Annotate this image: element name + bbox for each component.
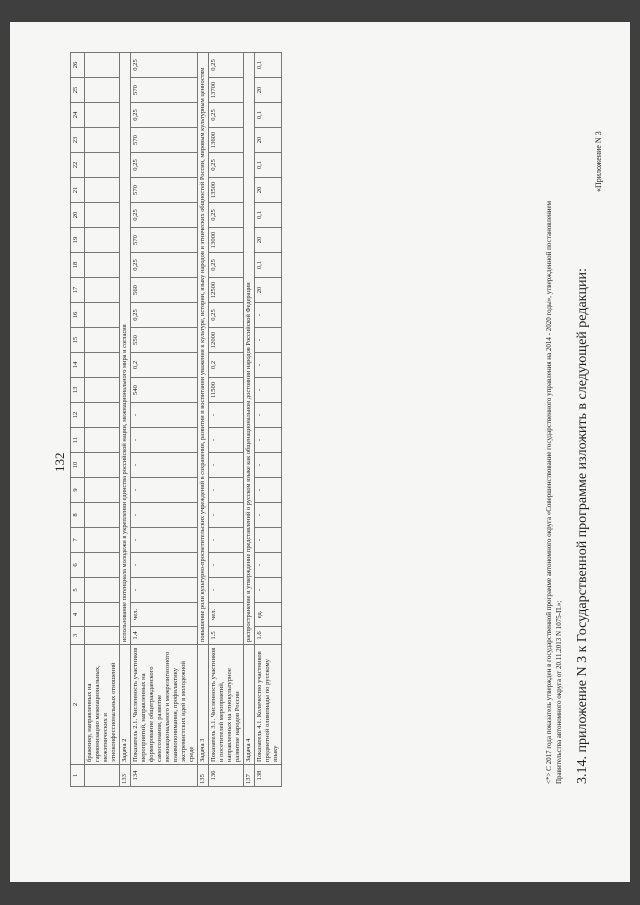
column-header: 15 bbox=[71, 328, 85, 353]
table-cell bbox=[85, 478, 120, 503]
column-header: 8 bbox=[71, 503, 85, 528]
column-header: 17 bbox=[71, 278, 85, 303]
table-cell: 0,25 bbox=[131, 253, 198, 278]
table-cell: 13600 bbox=[209, 128, 244, 153]
task-description: распространение и утверждение представлений о русском языке как общенациональном достоянии народов Российской Федерации bbox=[244, 53, 255, 645]
table-cell: - bbox=[131, 453, 198, 478]
table-cell: - bbox=[131, 528, 198, 553]
column-header: 21 bbox=[71, 178, 85, 203]
table-cell: 11500 bbox=[209, 378, 244, 403]
task-description: повышение роли культурно-просветительских учреждений в сохранении, развитии и воспитании уважения к культуре, истории, языку народов и этнических общностей России, мировым культурным ценностям bbox=[198, 53, 209, 645]
table-cell: 0,1 bbox=[255, 153, 282, 178]
table-header-row bbox=[71, 53, 85, 787]
table-cell: 0,25 bbox=[209, 153, 244, 178]
table-cell bbox=[85, 303, 120, 328]
table-cell: 540 bbox=[131, 378, 198, 403]
table-cell bbox=[85, 578, 120, 603]
table-cell bbox=[85, 528, 120, 553]
column-header: 3 bbox=[71, 627, 85, 645]
table-cell: 1.6 bbox=[255, 627, 282, 645]
page-number: 132 bbox=[52, 452, 67, 472]
table-cell: - bbox=[255, 328, 282, 353]
row-number: 137 bbox=[244, 765, 255, 787]
rotated-document bbox=[10, 22, 630, 882]
footnote-line-2: Правительства автономного округа от 20.11.2013 N 1075-П.»; bbox=[555, 600, 563, 784]
column-header: 22 bbox=[71, 153, 85, 178]
column-header: 16 bbox=[71, 303, 85, 328]
table-cell: - bbox=[209, 578, 244, 603]
table-cell: ед. bbox=[255, 603, 282, 627]
table-cell: чел. bbox=[209, 603, 244, 627]
task-label: Задача 4 bbox=[244, 645, 255, 765]
table-cell bbox=[85, 765, 120, 787]
table-cell: - bbox=[255, 403, 282, 428]
table-cell: 0,2 bbox=[131, 353, 198, 378]
column-header: 11 bbox=[71, 428, 85, 453]
column-header: 19 bbox=[71, 228, 85, 253]
table-cell: Показатель 4.1. Количество участников предметной олимпиады по русскому языку bbox=[255, 645, 282, 765]
table-cell: - bbox=[255, 528, 282, 553]
table-cell: 570 bbox=[131, 78, 198, 103]
table-cell: - bbox=[255, 378, 282, 403]
table-cell: 570 bbox=[131, 128, 198, 153]
table-cell: 13700 bbox=[209, 78, 244, 103]
table-cell: 0,25 bbox=[131, 153, 198, 178]
column-header: 9 bbox=[71, 478, 85, 503]
table-cell bbox=[85, 378, 120, 403]
amendment-heading: 3.14. приложение N 3 к Государственной программе изложить в следующей редакции: bbox=[575, 268, 590, 784]
table-cell: - bbox=[209, 528, 244, 553]
column-header: 12 bbox=[71, 403, 85, 428]
table-cell bbox=[85, 53, 120, 78]
table-cell: 0,25 bbox=[131, 203, 198, 228]
column-header: 4 bbox=[71, 603, 85, 627]
table-cell: 0,25 bbox=[209, 303, 244, 328]
table-cell: 570 bbox=[131, 178, 198, 203]
table-cell: - bbox=[209, 553, 244, 578]
table-cell bbox=[85, 253, 120, 278]
table-cell: - bbox=[209, 428, 244, 453]
table-cell bbox=[85, 428, 120, 453]
table-cell bbox=[85, 453, 120, 478]
table-cell: - bbox=[131, 578, 198, 603]
table-cell: 550 bbox=[131, 328, 198, 353]
table-cell: - bbox=[209, 503, 244, 528]
column-header: 26 bbox=[71, 53, 85, 78]
column-header: 13 bbox=[71, 378, 85, 403]
table-cell: 570 bbox=[131, 228, 198, 253]
table-row bbox=[120, 53, 131, 787]
table-cell: 0,2 bbox=[209, 353, 244, 378]
table-row bbox=[198, 53, 209, 787]
table-cell bbox=[85, 403, 120, 428]
table-cell: - bbox=[255, 303, 282, 328]
row-number: 133 bbox=[120, 765, 131, 787]
table-cell: 12000 bbox=[209, 328, 244, 353]
table-cell: 13000 bbox=[209, 228, 244, 253]
column-header: 10 bbox=[71, 453, 85, 478]
task-description: использование потенциала молодежи в укреплении единства российской нации, межнационального мира и согласия bbox=[120, 53, 131, 645]
table-cell bbox=[85, 78, 120, 103]
table-row bbox=[85, 53, 120, 787]
table-cell bbox=[85, 328, 120, 353]
table-cell: 20 bbox=[255, 178, 282, 203]
table-cell: 0,1 bbox=[255, 103, 282, 128]
table-cell: - bbox=[131, 478, 198, 503]
table-cell bbox=[85, 603, 120, 627]
column-header: 1 bbox=[71, 765, 85, 787]
appendix-label: «Приложение N 3 bbox=[594, 131, 603, 192]
table-cell bbox=[85, 103, 120, 128]
table-cell: 1.5 bbox=[209, 627, 244, 645]
table-cell: - bbox=[209, 403, 244, 428]
column-header: 23 bbox=[71, 128, 85, 153]
table-cell: 134 bbox=[131, 765, 198, 787]
table-cell: - bbox=[131, 428, 198, 453]
table-cell: 20 bbox=[255, 278, 282, 303]
table-cell: чел. bbox=[131, 603, 198, 627]
table-cell bbox=[85, 128, 120, 153]
table-cell: Показатель 2.1. Численность участников мероприятий, направленных на формирование общегражданского самосознания, развитие межнационального и межрелигиозного взаимопонимания, профилактику экстремистских идей в молодежной среде bbox=[131, 645, 198, 765]
table-cell: 13500 bbox=[209, 178, 244, 203]
footnote-line-1: <*> С 2017 года показатель утвержден в государственной программе автономного округа «Совершенствование государственного управления на 2014 - 2020 годы», утвержденной постановлением bbox=[545, 200, 553, 784]
table-cell: - bbox=[131, 403, 198, 428]
table-cell: 20 bbox=[255, 78, 282, 103]
column-header: 25 bbox=[71, 78, 85, 103]
table-cell bbox=[85, 278, 120, 303]
table-row bbox=[131, 53, 198, 787]
table-cell: 12500 bbox=[209, 278, 244, 303]
table-cell: - bbox=[255, 353, 282, 378]
column-header: 2 bbox=[71, 645, 85, 765]
column-header: 24 bbox=[71, 103, 85, 128]
table-cell: 0,1 bbox=[255, 253, 282, 278]
table-cell: - bbox=[209, 478, 244, 503]
column-header: 18 bbox=[71, 253, 85, 278]
table-row bbox=[244, 53, 255, 787]
table-cell: 0,25 bbox=[209, 53, 244, 78]
task-label: Задача 2 bbox=[120, 645, 131, 765]
indicator-table bbox=[70, 52, 282, 787]
table-cell: 0,25 bbox=[209, 253, 244, 278]
table-cell: 0,25 bbox=[131, 303, 198, 328]
table-cell: 0,25 bbox=[131, 53, 198, 78]
table-cell bbox=[85, 503, 120, 528]
table-cell: - bbox=[209, 453, 244, 478]
table-cell: Показатель 3.1. Численность участников и посетителей мероприятий, направленных на этнокультурное развитие народов России bbox=[209, 645, 244, 765]
table-cell: - bbox=[131, 503, 198, 528]
table-cell: 0,1 bbox=[255, 53, 282, 78]
table-cell: - bbox=[255, 578, 282, 603]
table-cell: 0,25 bbox=[209, 203, 244, 228]
column-header: 7 bbox=[71, 528, 85, 553]
table-cell bbox=[85, 627, 120, 645]
table-cell: 20 bbox=[255, 228, 282, 253]
table-row bbox=[255, 53, 282, 787]
table-cell: - bbox=[255, 478, 282, 503]
table-row bbox=[209, 53, 244, 787]
table-cell: - bbox=[131, 553, 198, 578]
table-cell: - bbox=[255, 453, 282, 478]
column-header: 20 bbox=[71, 203, 85, 228]
table-cell bbox=[85, 203, 120, 228]
table-cell bbox=[85, 228, 120, 253]
table-cell bbox=[85, 353, 120, 378]
table-cell: 138 bbox=[255, 765, 282, 787]
table-cell: 0,1 bbox=[255, 203, 282, 228]
task-label: Задача 3 bbox=[198, 645, 209, 765]
row-number: 135 bbox=[198, 765, 209, 787]
table-cell: - bbox=[255, 503, 282, 528]
column-header: 5 bbox=[71, 578, 85, 603]
column-header: 6 bbox=[71, 553, 85, 578]
table-cell bbox=[85, 178, 120, 203]
table-cell: - bbox=[255, 553, 282, 578]
table-cell: 20 bbox=[255, 128, 282, 153]
table-cell bbox=[85, 153, 120, 178]
table-cell: 1.4 bbox=[131, 627, 198, 645]
table-cell: бражнику, направленных на гармонизацию межнациональных, межэтнических и этноконфессиональных отношений bbox=[85, 645, 120, 765]
column-header: 14 bbox=[71, 353, 85, 378]
document-sheet bbox=[10, 22, 630, 882]
table-cell: 136 bbox=[209, 765, 244, 787]
table-cell bbox=[85, 553, 120, 578]
table-cell: - bbox=[255, 428, 282, 453]
table-cell: 560 bbox=[131, 278, 198, 303]
table-cell: 0,25 bbox=[209, 103, 244, 128]
table-cell: 0,25 bbox=[131, 103, 198, 128]
